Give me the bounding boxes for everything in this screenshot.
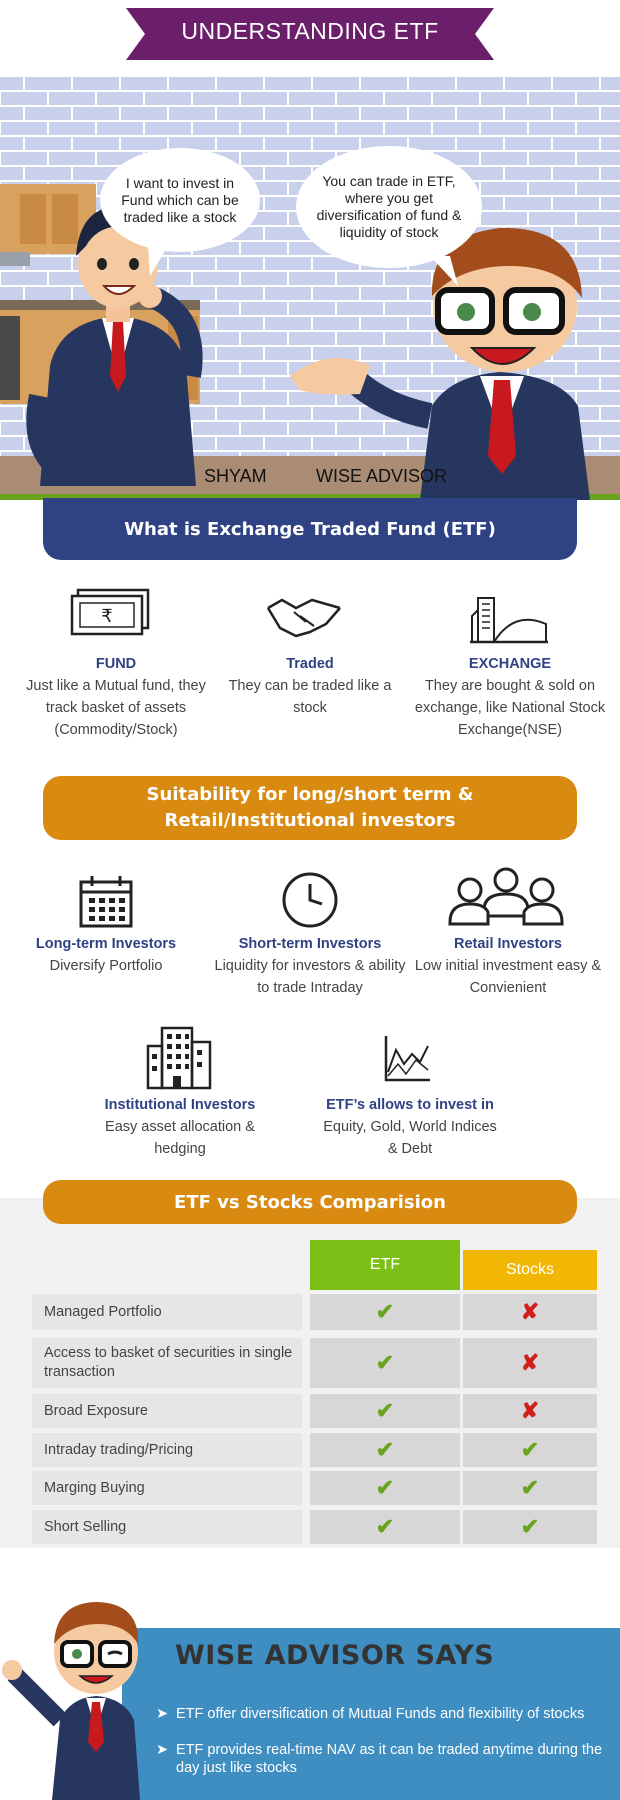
investor-institutional-title: Institutional Investors bbox=[104, 1097, 256, 1113]
column-header-etf: ETF bbox=[310, 1240, 460, 1290]
investor-long-term-title: Long-term Investors bbox=[35, 936, 177, 952]
comparison-row-label: Broad Exposure bbox=[32, 1394, 302, 1428]
handshake-icon bbox=[266, 594, 342, 640]
office-building-icon bbox=[146, 1024, 212, 1090]
comparison-row-label: Marging Buying bbox=[32, 1471, 302, 1505]
feature-traded-title: Traded bbox=[286, 656, 334, 672]
column-header-stocks: Stocks bbox=[463, 1250, 597, 1290]
arrow-icon: ➤ bbox=[156, 1706, 169, 1722]
feature-traded bbox=[210, 656, 410, 719]
brick-wall-background bbox=[0, 76, 620, 500]
group-icon bbox=[448, 866, 564, 928]
check-icon: ✔ bbox=[310, 1338, 460, 1388]
arrow-icon: ➤ bbox=[156, 1742, 169, 1758]
investor-short-term bbox=[210, 936, 410, 999]
check-icon: ✔ bbox=[310, 1433, 460, 1467]
etf-allows-invest-title: ETF’s allows to invest in bbox=[326, 1097, 494, 1113]
name-wise-advisor: WISE ADVISOR bbox=[316, 466, 448, 486]
check-icon: ✔ bbox=[310, 1510, 460, 1544]
comparison-row-label: Intraday trading/Pricing bbox=[32, 1433, 302, 1467]
investor-retail bbox=[408, 936, 608, 999]
feature-fund-text: Just like a Mutual fund, they track basket of assets (Commodity/Stock) bbox=[26, 678, 206, 738]
investor-short-term-text: Liquidity for investors & ability to trade Intraday bbox=[214, 958, 406, 996]
illustration-scene bbox=[0, 76, 620, 500]
advisor-point-1-text: ETF offer diversification of Mutual Funds and flexibility of stocks bbox=[176, 1706, 585, 1722]
advisor-point-2-text: ETF provides real-time NAV as it can be traded anytime during the day just like stocks bbox=[176, 1742, 603, 1776]
speech-bubble-shyam: I want to invest in Fund which can be traded like a stock bbox=[100, 148, 260, 252]
feature-traded-text: They can be traded like a stock bbox=[228, 678, 392, 716]
comparison-row-label: Short Selling bbox=[32, 1510, 302, 1544]
investor-institutional-text: Easy asset allocation & hedging bbox=[105, 1119, 255, 1157]
feature-fund bbox=[16, 656, 216, 741]
investor-short-term-title: Short-term Investors bbox=[238, 936, 382, 952]
feature-exchange-text: They are bought & sold on exchange, like National Stock Exchange(NSE) bbox=[414, 678, 606, 738]
investor-long-term bbox=[6, 936, 206, 977]
what-is-etf-heading: What is Exchange Traded Fund (ETF) bbox=[43, 498, 577, 560]
suitability-heading-line1: Suitability for long/short term & bbox=[146, 784, 474, 805]
line-chart-icon bbox=[382, 1034, 432, 1084]
advisor-says-title: WISE ADVISOR SAYS bbox=[175, 1640, 495, 1671]
suitability-heading-line2: Retail/Institutional investors bbox=[164, 810, 456, 831]
etf-allows-invest-text: Equity, Gold, World Indices & Debt bbox=[323, 1119, 497, 1157]
name-shyam: SHYAM bbox=[204, 466, 267, 486]
page-title: UNDERSTANDING ETF bbox=[181, 18, 439, 44]
cross-icon: ✘ bbox=[463, 1294, 597, 1330]
check-icon: ✔ bbox=[463, 1433, 597, 1467]
wise-advisor-mascot bbox=[0, 1570, 170, 1800]
svg-text:₹: ₹ bbox=[101, 606, 113, 627]
calendar-icon bbox=[78, 874, 134, 930]
feature-exchange bbox=[410, 656, 610, 741]
suitability-heading bbox=[43, 776, 577, 840]
clock-icon bbox=[280, 870, 340, 930]
check-icon: ✔ bbox=[310, 1394, 460, 1428]
cross-icon: ✘ bbox=[463, 1338, 597, 1388]
etf-allows-invest bbox=[310, 1097, 510, 1160]
investor-long-term-text: Diversify Portfolio bbox=[49, 958, 163, 974]
feature-fund-title: FUND bbox=[95, 656, 137, 672]
investor-retail-text: Low initial investment easy & Convienient bbox=[414, 958, 602, 996]
check-icon: ✔ bbox=[463, 1471, 597, 1505]
speech-bubble-advisor: You can trade in ETF, where you get diversification of fund & liquidity of stock bbox=[296, 146, 482, 268]
check-icon: ✔ bbox=[310, 1471, 460, 1505]
check-icon: ✔ bbox=[463, 1510, 597, 1544]
feature-exchange-title: EXCHANGE bbox=[468, 656, 552, 672]
exchange-building-icon bbox=[468, 590, 550, 644]
comparison-heading: ETF vs Stocks Comparision bbox=[43, 1180, 577, 1224]
cross-icon: ✘ bbox=[463, 1394, 597, 1428]
money-icon bbox=[68, 588, 152, 640]
comparison-row-label: Access to basket of securities in single transaction bbox=[32, 1338, 302, 1388]
comparison-row-label: Managed Portfolio bbox=[32, 1294, 302, 1330]
investor-retail-title: Retail Investors bbox=[454, 936, 562, 952]
check-icon: ✔ bbox=[310, 1294, 460, 1330]
investor-institutional bbox=[80, 1097, 280, 1160]
